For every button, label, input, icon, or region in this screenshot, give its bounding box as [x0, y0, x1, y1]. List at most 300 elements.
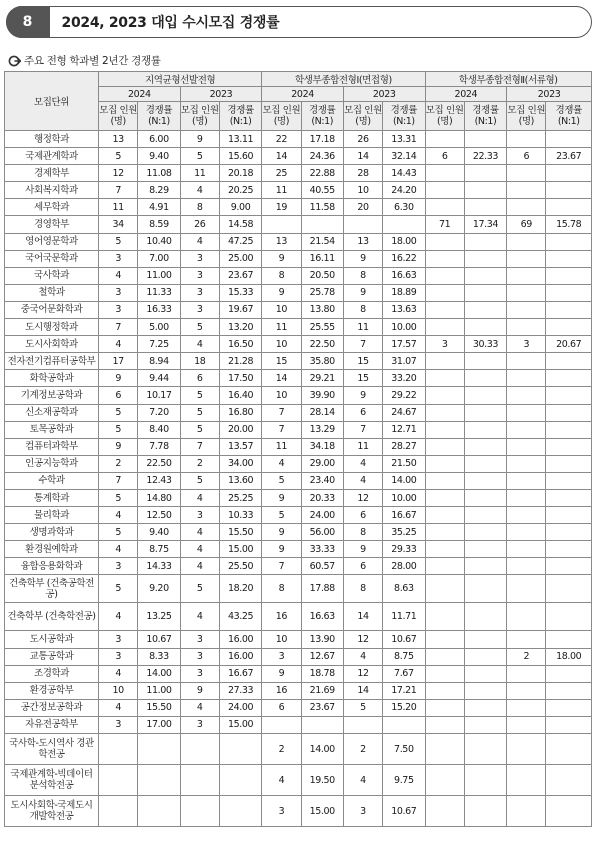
- dept-cell: 신소재공학과: [5, 404, 99, 421]
- ratio-cell: 22.50: [301, 336, 343, 353]
- ratio-cell: 21.54: [301, 233, 343, 250]
- quota-cell: 4: [343, 455, 382, 472]
- quota-cell: 13: [343, 233, 382, 250]
- ratio-cell: 32.14: [383, 148, 425, 165]
- ratio-cell: [464, 472, 506, 489]
- ratio-cell: 20.50: [301, 267, 343, 284]
- ratio-cell: [546, 603, 592, 631]
- quota-cell: 7: [343, 421, 382, 438]
- quota-cell: 4: [262, 455, 301, 472]
- quota-cell: [507, 472, 546, 489]
- quota-cell: 13: [262, 233, 301, 250]
- table-row: [5, 438, 592, 455]
- ratio-cell: [464, 682, 506, 699]
- ratio-cell: 20.67: [546, 336, 592, 353]
- ratio-cell: [464, 631, 506, 648]
- quota-cell: [180, 734, 219, 765]
- quota-cell: 3: [180, 301, 219, 318]
- ratio-cell: [464, 387, 506, 404]
- ratio-cell: 34.18: [301, 438, 343, 455]
- ratio-cell: 9.40: [138, 148, 180, 165]
- ratio-cell: [546, 575, 592, 603]
- quota-cell: 9: [262, 489, 301, 506]
- table-row: [5, 267, 592, 284]
- ratio-cell: 10.67: [383, 796, 425, 827]
- quota-cell: 3: [99, 301, 138, 318]
- quota-cell: 3: [99, 716, 138, 733]
- ratio-cell: 21.50: [383, 455, 425, 472]
- ratio-cell: [464, 438, 506, 455]
- ratio-header: 경쟁률 (N:1): [464, 102, 506, 131]
- ratio-cell: [546, 199, 592, 216]
- quota-cell: 10: [343, 182, 382, 199]
- quota-cell: 28: [343, 165, 382, 182]
- ratio-cell: [464, 575, 506, 603]
- ratio-cell: 18.89: [383, 284, 425, 301]
- dept-cell: 융합응용화학과: [5, 558, 99, 575]
- quota-cell: [425, 199, 464, 216]
- quota-cell: 7: [262, 404, 301, 421]
- quota-cell: 5: [343, 699, 382, 716]
- ratio-cell: 8.33: [138, 648, 180, 665]
- quota-cell: 9: [343, 541, 382, 558]
- quota-cell: 3: [180, 284, 219, 301]
- ratio-cell: 7.67: [383, 665, 425, 682]
- ratio-cell: 13.29: [301, 421, 343, 438]
- quota-cell: [425, 455, 464, 472]
- quota-cell: [507, 404, 546, 421]
- ratio-cell: [546, 558, 592, 575]
- quota-cell: [425, 524, 464, 541]
- ratio-cell: [219, 734, 261, 765]
- ratio-cell: 17.88: [301, 575, 343, 603]
- ratio-cell: 20.00: [219, 421, 261, 438]
- ratio-cell: [464, 421, 506, 438]
- ratio-cell: 9.75: [383, 765, 425, 796]
- ratio-cell: [546, 370, 592, 387]
- ratio-cell: 15.00: [301, 796, 343, 827]
- quota-cell: 9: [262, 524, 301, 541]
- ratio-cell: 6.00: [138, 131, 180, 148]
- ratio-cell: [464, 558, 506, 575]
- ratio-cell: 24.20: [383, 182, 425, 199]
- ratio-cell: [546, 489, 592, 506]
- quota-cell: [507, 353, 546, 370]
- ratio-cell: 15.78: [546, 216, 592, 233]
- dept-cell: 컴퓨터과학부: [5, 438, 99, 455]
- ratio-cell: 16.11: [301, 250, 343, 267]
- ratio-cell: 23.67: [219, 267, 261, 284]
- quota-cell: [425, 796, 464, 827]
- ratio-cell: [383, 216, 425, 233]
- quota-cell: [507, 575, 546, 603]
- ratio-cell: 25.55: [301, 319, 343, 336]
- ratio-cell: 14.80: [138, 489, 180, 506]
- quota-cell: [507, 558, 546, 575]
- ratio-cell: [464, 319, 506, 336]
- dept-cell: 기계정보공학과: [5, 387, 99, 404]
- ratio-cell: [464, 165, 506, 182]
- dept-cell: 건축학부 (건축학전공): [5, 603, 99, 631]
- quota-cell: [425, 233, 464, 250]
- ratio-cell: [546, 796, 592, 827]
- competition-table: [4, 71, 592, 827]
- quota-cell: [507, 284, 546, 301]
- ratio-cell: 23.67: [546, 148, 592, 165]
- table-row: [5, 387, 592, 404]
- ratio-cell: 47.25: [219, 233, 261, 250]
- table-row: [5, 648, 592, 665]
- dept-cell: 수학과: [5, 472, 99, 489]
- quota-header: 모집 인원(명): [507, 102, 546, 131]
- ratio-cell: 9.20: [138, 575, 180, 603]
- dept-cell: 건축학부 (건축공학전공): [5, 575, 99, 603]
- ratio-cell: 15.00: [219, 541, 261, 558]
- dept-cell: 자유전공학부: [5, 716, 99, 733]
- quota-cell: [425, 165, 464, 182]
- year-header: 2023: [343, 87, 425, 102]
- table-row: [5, 301, 592, 318]
- quota-cell: 10: [262, 387, 301, 404]
- quota-cell: 5: [99, 489, 138, 506]
- ratio-cell: [138, 765, 180, 796]
- quota-cell: 5: [180, 387, 219, 404]
- ratio-cell: 18.78: [301, 665, 343, 682]
- quota-cell: [507, 665, 546, 682]
- table-row: [5, 699, 592, 716]
- quota-cell: [425, 131, 464, 148]
- ratio-cell: 4.91: [138, 199, 180, 216]
- quota-cell: 5: [180, 575, 219, 603]
- quota-cell: 16: [262, 603, 301, 631]
- quota-cell: [425, 421, 464, 438]
- quota-cell: [507, 699, 546, 716]
- ratio-cell: [464, 353, 506, 370]
- table-row: [5, 524, 592, 541]
- quota-cell: 6: [343, 507, 382, 524]
- ratio-cell: 24.36: [301, 148, 343, 165]
- quota-cell: 9: [343, 250, 382, 267]
- ratio-cell: 20.25: [219, 182, 261, 199]
- ratio-cell: [546, 455, 592, 472]
- table-row: [5, 404, 592, 421]
- ratio-cell: 18.00: [383, 233, 425, 250]
- ratio-cell: [546, 665, 592, 682]
- quota-cell: 6: [425, 148, 464, 165]
- ratio-cell: [464, 370, 506, 387]
- dept-cell: 영어영문학과: [5, 233, 99, 250]
- ratio-cell: 30.33: [464, 336, 506, 353]
- ratio-cell: 9.44: [138, 370, 180, 387]
- ratio-cell: 43.25: [219, 603, 261, 631]
- table-row: [5, 353, 592, 370]
- table-row: [5, 233, 592, 250]
- ratio-cell: 8.59: [138, 216, 180, 233]
- quota-cell: 3: [99, 250, 138, 267]
- quota-cell: 3: [343, 796, 382, 827]
- ratio-cell: 7.00: [138, 250, 180, 267]
- ratio-cell: 25.00: [219, 250, 261, 267]
- dept-cell: 국제관계학과: [5, 148, 99, 165]
- ratio-cell: [546, 541, 592, 558]
- quota-cell: 2: [507, 648, 546, 665]
- quota-cell: 17: [99, 353, 138, 370]
- table-row: [5, 489, 592, 506]
- ratio-cell: [546, 131, 592, 148]
- ratio-cell: [464, 603, 506, 631]
- subtitle-text: 주요 전형 학과별 2년간 경쟁률: [24, 55, 161, 67]
- arrow-circle-icon: [8, 55, 21, 67]
- ratio-cell: 15.00: [219, 716, 261, 733]
- ratio-cell: 13.31: [383, 131, 425, 148]
- quota-cell: 4: [343, 648, 382, 665]
- table-row: [5, 216, 592, 233]
- quota-cell: 5: [180, 421, 219, 438]
- quota-cell: 3: [425, 336, 464, 353]
- dept-cell: 화학공학과: [5, 370, 99, 387]
- ratio-header: 경쟁률 (N:1): [219, 102, 261, 131]
- ratio-cell: 24.00: [301, 507, 343, 524]
- ratio-cell: 23.67: [301, 699, 343, 716]
- ratio-cell: 12.71: [383, 421, 425, 438]
- quota-cell: 25: [262, 165, 301, 182]
- quota-cell: [507, 182, 546, 199]
- quota-cell: 6: [343, 558, 382, 575]
- quota-cell: 5: [180, 472, 219, 489]
- quota-cell: 9: [180, 131, 219, 148]
- table-row: [5, 336, 592, 353]
- ratio-cell: 33.20: [383, 370, 425, 387]
- ratio-cell: [464, 489, 506, 506]
- ratio-cell: [546, 421, 592, 438]
- quota-cell: 16: [262, 682, 301, 699]
- quota-cell: 10: [262, 631, 301, 648]
- table-row: [5, 370, 592, 387]
- quota-cell: [425, 734, 464, 765]
- quota-cell: 3: [262, 648, 301, 665]
- ratio-cell: [546, 301, 592, 318]
- quota-cell: 7: [262, 421, 301, 438]
- quota-cell: 4: [99, 541, 138, 558]
- ratio-cell: 16.63: [383, 267, 425, 284]
- quota-cell: 3: [180, 631, 219, 648]
- ratio-cell: 31.07: [383, 353, 425, 370]
- quota-cell: 11: [262, 182, 301, 199]
- ratio-cell: 8.63: [383, 575, 425, 603]
- quota-cell: 26: [180, 216, 219, 233]
- dept-cell: 생명과학과: [5, 524, 99, 541]
- ratio-cell: 39.90: [301, 387, 343, 404]
- quota-cell: 6: [507, 148, 546, 165]
- ratio-cell: 11.71: [383, 603, 425, 631]
- ratio-cell: 17.21: [383, 682, 425, 699]
- ratio-cell: [546, 765, 592, 796]
- quota-cell: 34: [99, 216, 138, 233]
- quota-cell: 5: [99, 404, 138, 421]
- quota-cell: [425, 631, 464, 648]
- ratio-cell: 35.25: [383, 524, 425, 541]
- ratio-cell: [464, 541, 506, 558]
- ratio-cell: 35.80: [301, 353, 343, 370]
- ratio-cell: 10.00: [383, 319, 425, 336]
- quota-cell: 11: [99, 199, 138, 216]
- dept-cell: 조경학과: [5, 665, 99, 682]
- quota-cell: [425, 558, 464, 575]
- table-row: [5, 682, 592, 699]
- quota-cell: [507, 250, 546, 267]
- group-header: 지역균형선발전형: [99, 72, 262, 87]
- quota-cell: [425, 541, 464, 558]
- ratio-cell: 11.58: [301, 199, 343, 216]
- quota-cell: 9: [262, 665, 301, 682]
- ratio-cell: 13.20: [219, 319, 261, 336]
- quota-cell: 69: [507, 216, 546, 233]
- ratio-cell: 22.88: [301, 165, 343, 182]
- ratio-cell: 17.34: [464, 216, 506, 233]
- table-row: [5, 796, 592, 827]
- section-subtitle: [8, 53, 161, 68]
- ratio-cell: [546, 699, 592, 716]
- ratio-cell: [546, 250, 592, 267]
- ratio-cell: [546, 233, 592, 250]
- ratio-cell: 7.20: [138, 404, 180, 421]
- quota-cell: 71: [425, 216, 464, 233]
- ratio-cell: 8.75: [138, 541, 180, 558]
- quota-cell: 4: [180, 603, 219, 631]
- quota-cell: [507, 267, 546, 284]
- ratio-cell: 16.00: [219, 648, 261, 665]
- ratio-cell: 24.67: [383, 404, 425, 421]
- ratio-cell: 11.00: [138, 267, 180, 284]
- ratio-cell: 7.25: [138, 336, 180, 353]
- quota-cell: [507, 455, 546, 472]
- ratio-cell: [464, 267, 506, 284]
- ratio-cell: 15.33: [219, 284, 261, 301]
- quota-cell: [507, 507, 546, 524]
- ratio-cell: 60.57: [301, 558, 343, 575]
- quota-cell: 11: [262, 438, 301, 455]
- quota-cell: 7: [99, 319, 138, 336]
- ratio-cell: [301, 716, 343, 733]
- quota-cell: [507, 233, 546, 250]
- ratio-header: 경쟁률 (N:1): [138, 102, 180, 131]
- ratio-cell: 7.78: [138, 438, 180, 455]
- quota-cell: 5: [99, 233, 138, 250]
- ratio-cell: [546, 404, 592, 421]
- year-header: 2024: [99, 87, 181, 102]
- quota-cell: 22: [262, 131, 301, 148]
- ratio-cell: 16.80: [219, 404, 261, 421]
- ratio-cell: [546, 734, 592, 765]
- ratio-header: 경쟁률 (N:1): [546, 102, 592, 131]
- ratio-cell: 15.20: [383, 699, 425, 716]
- quota-cell: 15: [343, 370, 382, 387]
- quota-cell: 12: [343, 665, 382, 682]
- year-header: 2024: [425, 87, 507, 102]
- quota-cell: 3: [180, 665, 219, 682]
- quota-header: 모집 인원(명): [262, 102, 301, 131]
- quota-cell: 9: [343, 284, 382, 301]
- ratio-cell: 20.33: [301, 489, 343, 506]
- ratio-cell: [383, 716, 425, 733]
- ratio-cell: 13.11: [219, 131, 261, 148]
- quota-cell: 11: [343, 438, 382, 455]
- ratio-cell: 10.67: [138, 631, 180, 648]
- table-row: [5, 455, 592, 472]
- ratio-cell: 8.94: [138, 353, 180, 370]
- quota-cell: [425, 765, 464, 796]
- table-row: [5, 131, 592, 148]
- quota-cell: [343, 716, 382, 733]
- table-row: [5, 472, 592, 489]
- ratio-cell: 17.50: [219, 370, 261, 387]
- dept-header: 모집단위: [5, 72, 99, 131]
- quota-cell: 9: [99, 370, 138, 387]
- ratio-cell: 18.00: [546, 648, 592, 665]
- quota-cell: [180, 796, 219, 827]
- ratio-cell: 16.22: [383, 250, 425, 267]
- group-header: 학생부종합전형Ⅰ(면접형): [262, 72, 425, 87]
- ratio-cell: 6.30: [383, 199, 425, 216]
- ratio-cell: [546, 387, 592, 404]
- ratio-cell: 16.33: [138, 301, 180, 318]
- dept-cell: 국사학과: [5, 267, 99, 284]
- quota-cell: 3: [180, 716, 219, 733]
- ratio-cell: 25.25: [219, 489, 261, 506]
- table-row: [5, 199, 592, 216]
- dept-cell: 철학과: [5, 284, 99, 301]
- ratio-cell: [464, 507, 506, 524]
- dept-cell: 토목공학과: [5, 421, 99, 438]
- ratio-cell: 16.67: [383, 507, 425, 524]
- dept-cell: 공간정보공학과: [5, 699, 99, 716]
- ratio-cell: 11.00: [138, 682, 180, 699]
- ratio-cell: 8.40: [138, 421, 180, 438]
- quota-cell: 11: [262, 319, 301, 336]
- ratio-cell: 34.00: [219, 455, 261, 472]
- ratio-cell: 20.18: [219, 165, 261, 182]
- quota-cell: [507, 489, 546, 506]
- quota-cell: [507, 421, 546, 438]
- quota-cell: [425, 682, 464, 699]
- ratio-cell: 10.67: [383, 631, 425, 648]
- dept-cell: 환경공학부: [5, 682, 99, 699]
- quota-cell: 3: [99, 284, 138, 301]
- table-body: [5, 131, 592, 827]
- quota-cell: [507, 541, 546, 558]
- ratio-cell: [138, 734, 180, 765]
- ratio-cell: 16.00: [219, 631, 261, 648]
- quota-cell: 13: [99, 131, 138, 148]
- dept-cell: 도시행정학과: [5, 319, 99, 336]
- ratio-cell: 29.21: [301, 370, 343, 387]
- quota-cell: 5: [99, 575, 138, 603]
- dept-cell: 전자전기컴퓨터공학부: [5, 353, 99, 370]
- quota-cell: [262, 216, 301, 233]
- ratio-cell: 11.08: [138, 165, 180, 182]
- ratio-cell: [464, 199, 506, 216]
- ratio-cell: 28.27: [383, 438, 425, 455]
- quota-cell: [507, 370, 546, 387]
- ratio-cell: 10.00: [383, 489, 425, 506]
- ratio-cell: 24.00: [219, 699, 261, 716]
- quota-cell: 11: [180, 165, 219, 182]
- quota-cell: 5: [99, 524, 138, 541]
- quota-cell: 19: [262, 199, 301, 216]
- quota-cell: [507, 301, 546, 318]
- quota-cell: [507, 165, 546, 182]
- ratio-cell: 28.14: [301, 404, 343, 421]
